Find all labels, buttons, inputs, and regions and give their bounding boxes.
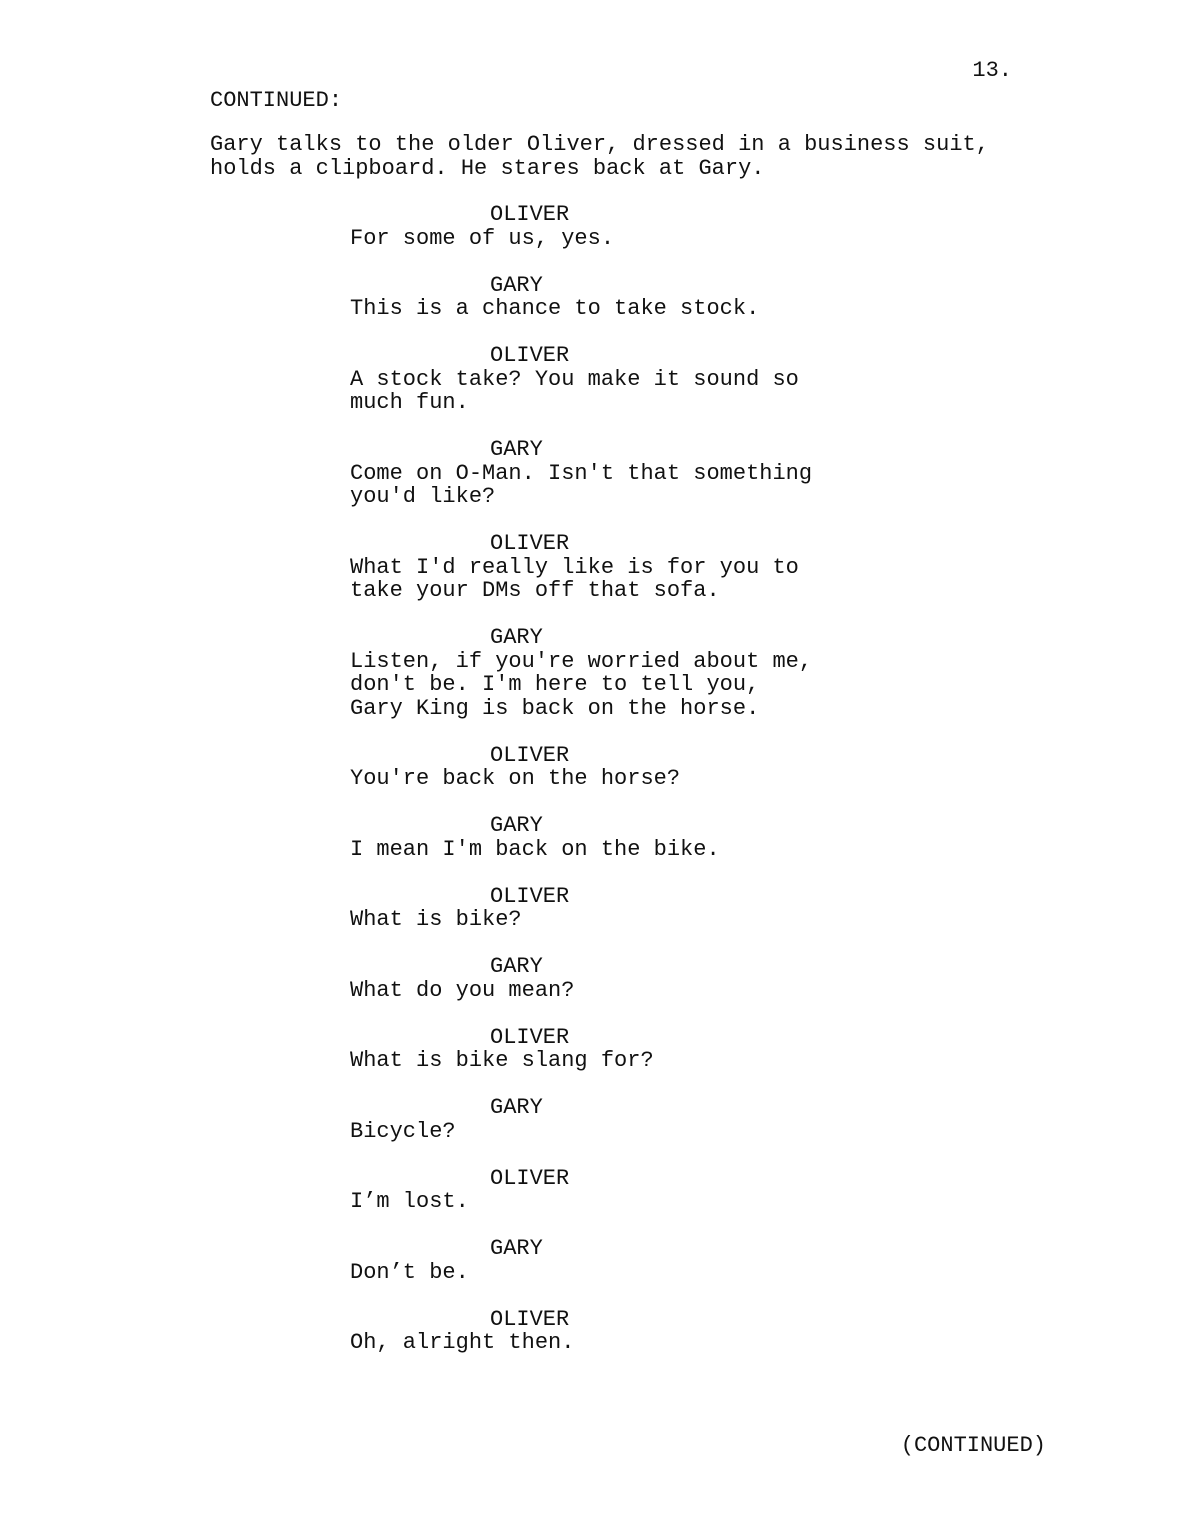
dialogue-line: What is bike?: [350, 907, 522, 932]
continued-header: CONTINUED:: [210, 88, 343, 113]
character-name: GARY: [490, 272, 543, 298]
character-name: OLIVER: [490, 883, 570, 909]
dialogue-block: [350, 744, 870, 791]
dialogue-block: [350, 532, 870, 603]
action-description: Gary talks to the older Oliver, dressed in a business suit, holds a clipboard. He stares back at Gary.: [210, 132, 989, 181]
dialogue-line: What do you mean?: [350, 977, 575, 1003]
continued-footer: (CONTINUED): [900, 1433, 1046, 1458]
character-name: GARY: [490, 1236, 543, 1261]
page-number: 13.: [972, 58, 1012, 83]
character-name: GARY: [490, 813, 543, 838]
dialogue-block: [350, 955, 870, 1002]
dialogue-section: [350, 203, 870, 1378]
character-name: GARY: [490, 437, 543, 462]
dialogue-line: This is a chance to take stock.: [350, 296, 760, 321]
character-name: GARY: [490, 1095, 543, 1120]
dialogue-block: [350, 1237, 870, 1284]
dialogue-block: [350, 1026, 870, 1073]
dialogue-block: [350, 203, 870, 250]
dialogue-block: [350, 1167, 870, 1214]
dialogue-line: For some of us, yes.: [350, 225, 615, 251]
character-name: OLIVER: [490, 531, 570, 556]
dialogue-line: You're back on the horse?: [350, 766, 681, 791]
dialogue-block: [350, 438, 870, 509]
character-name: OLIVER: [490, 1024, 570, 1050]
dialogue-line: Bicycle?: [350, 1118, 456, 1144]
character-name: GARY: [490, 954, 543, 979]
character-name: OLIVER: [490, 742, 570, 768]
dialogue-block: [350, 814, 870, 861]
dialogue-block: [350, 344, 870, 415]
character-name: OLIVER: [490, 1306, 570, 1332]
character-name: OLIVER: [490, 1165, 570, 1191]
character-name: GARY: [490, 625, 543, 650]
dialogue-line: What I'd really like is for you to take your DMs off that sofa.: [350, 554, 799, 603]
dialogue-line: Listen, if you're worried about me, don't be. I'm here to tell you, Gary King is back on the horse.: [350, 648, 813, 721]
dialogue-line: Don’t be.: [350, 1259, 469, 1285]
dialogue-block: [350, 1308, 870, 1355]
dialogue-block: [350, 885, 870, 932]
character-name: OLIVER: [490, 202, 570, 227]
dialogue-line: What is bike slang for?: [350, 1048, 654, 1073]
dialogue-line: A stock take? You make it sound so much fun.: [350, 366, 799, 415]
dialogue-line: I mean I'm back on the bike.: [350, 836, 720, 862]
dialogue-block: [350, 626, 870, 720]
character-name: OLIVER: [490, 343, 570, 368]
dialogue-block: [350, 274, 870, 321]
dialogue-line: I’m lost.: [350, 1189, 469, 1214]
dialogue-block: [350, 1096, 870, 1143]
dialogue-line: Come on O-Man. Isn't that something you'd like?: [350, 460, 813, 509]
dialogue-line: Oh, alright then.: [350, 1330, 575, 1355]
